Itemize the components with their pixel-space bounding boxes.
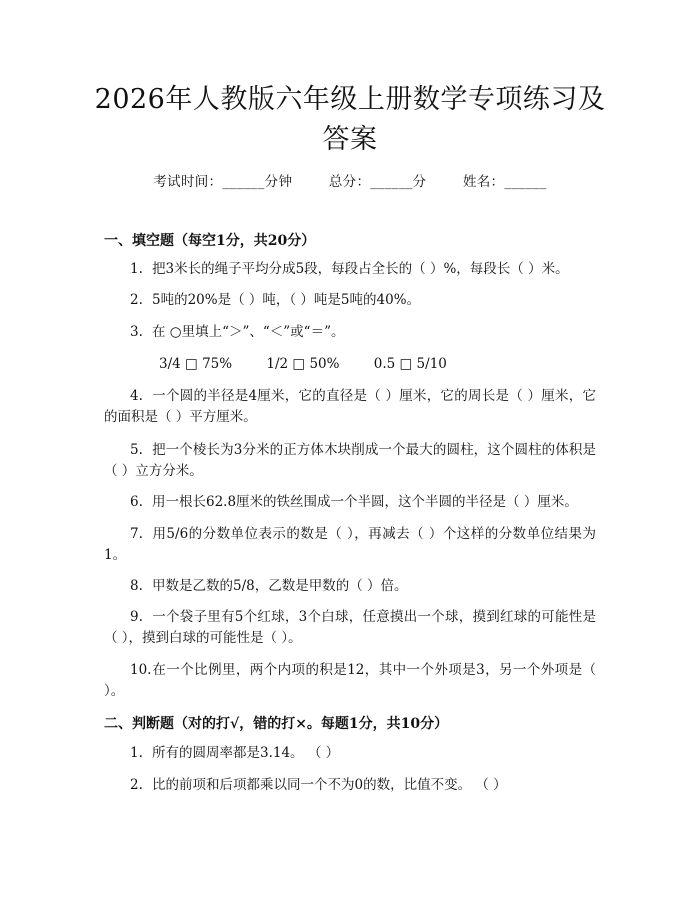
question-number: 1.	[130, 261, 143, 277]
question-text: 在 ○里填上“＞”、“＜”或“＝”。	[152, 324, 345, 340]
question-text: 把一个棱长为3分米的正方体木块削成一个最大的圆柱，这个圆柱的体积是（ ）立方分米。	[104, 442, 596, 479]
question-number: 1.	[130, 745, 143, 761]
question-item	[104, 660, 596, 702]
question-text: 比的前项和后项都乘以同一个不为0的数，比值不变。 （ ）	[152, 777, 507, 793]
question-number: 3.	[130, 324, 143, 340]
question-item	[104, 492, 596, 513]
comparison-item: 1/2 □ 50%	[266, 356, 340, 372]
comparison-row	[159, 356, 477, 372]
question-item	[104, 775, 596, 796]
question-item	[104, 524, 596, 566]
section-heading-fill-blank: 一、填空题（每空1分，共20分）	[104, 233, 316, 249]
question-item	[104, 322, 596, 343]
comparison-item: 3/4 □ 75%	[159, 356, 233, 372]
question-item	[104, 259, 596, 280]
question-text: 在一个比例里，两个内项的积是12，其中一个外项是3，另一个外项是（ ）。	[104, 662, 596, 699]
question-number: 4.	[130, 388, 143, 404]
question-number: 2.	[130, 292, 143, 308]
question-item	[104, 576, 596, 597]
question-item	[104, 440, 596, 482]
question-text: 所有的圆周率都是3.14。 （ ）	[152, 745, 340, 761]
question-number: 9.	[130, 609, 143, 625]
exam-time-field: 考试时间：______分钟	[153, 174, 293, 190]
question-text: 用一根长62.8厘米的铁丝围成一个半圆，这个半圆的半径是（ ）厘米。	[152, 494, 578, 510]
question-text: 一个圆的半径是4厘米，它的直径是（ ）厘米，它的周长是（ ）厘米，它的面积是（ ）平方厘米。	[104, 388, 596, 425]
question-text: 一个袋子里有5个红球，3个白球，任意摸出一个球，摸到红球的可能性是（ ），摸到白球的可能性是（ ）。	[104, 609, 596, 646]
question-number: 5.	[130, 442, 143, 458]
student-name-field: 姓名：______	[462, 174, 547, 190]
question-item	[104, 743, 596, 764]
question-item	[104, 386, 596, 428]
question-number: 2.	[130, 777, 143, 793]
total-score-field: 总分：______分	[328, 174, 427, 190]
question-number: 8.	[130, 578, 143, 594]
question-text: 用5/6的分数单位表示的数是（ ），再减去（ ）个这样的分数单位结果为1。	[104, 526, 596, 563]
question-number: 7.	[130, 526, 143, 542]
question-text: 把3米长的绳子平均分成5段，每段占全长的（ ）%，每段长（ ）米。	[152, 261, 569, 277]
page-title: 2026年人教版六年级上册数学专项练习及答案	[94, 84, 606, 155]
section-heading-true-false: 二、判断题（对的打√，错的打×。每题1分，共10分）	[104, 716, 449, 732]
question-item	[104, 607, 596, 649]
question-number: 6.	[130, 494, 143, 510]
question-number: 10.	[130, 662, 152, 678]
question-text: 甲数是乙数的5/8，乙数是甲数的（ ）倍。	[152, 578, 408, 594]
question-item	[104, 290, 596, 311]
question-text: 5吨的20%是（ ）吨，（ ）吨是5吨的40%。	[152, 292, 421, 308]
exam-info	[0, 170, 700, 190]
comparison-item: 0.5 □ 5/10	[373, 356, 447, 372]
